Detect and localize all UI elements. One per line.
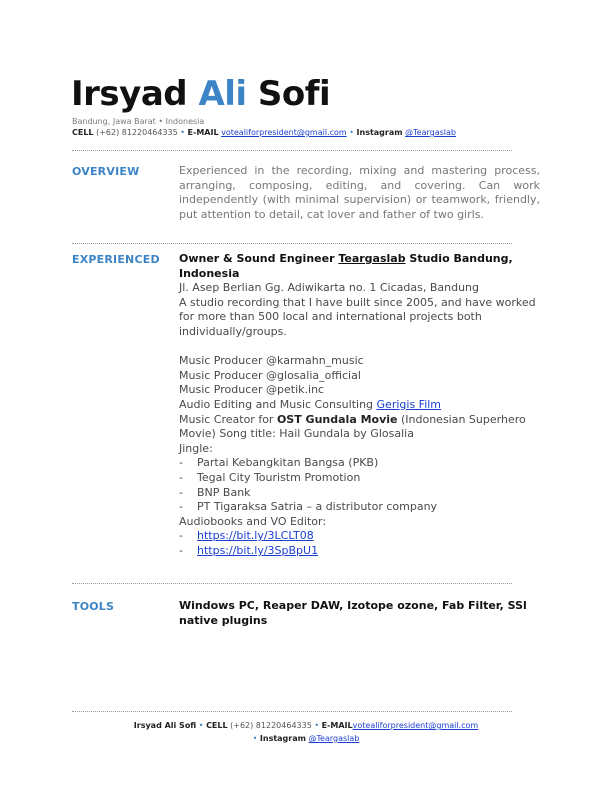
section-divider xyxy=(72,243,512,244)
experienced-title: EXPERIENCED xyxy=(72,253,160,266)
footer xyxy=(72,719,540,745)
job-heading: Owner & Sound Engineer Teargaslab Studio Bandung, Indonesia xyxy=(179,252,513,280)
producer-item: Music Producer @karmahn_music xyxy=(179,354,364,368)
list-item: - https://bit.ly/3LCLT08 xyxy=(179,529,314,543)
experienced-content xyxy=(179,252,540,558)
tools-text: Windows PC, Reaper DAW, Izotope ozone, Fab Filter, SSl native plugins xyxy=(179,599,527,627)
audiobook-link[interactable]: https://bit.ly/3LCLT08 xyxy=(197,529,314,543)
footer-email-link[interactable]: votealiforpresident@gmail.com xyxy=(352,721,479,730)
separator-dot: • xyxy=(314,721,320,730)
middle-name: Ali xyxy=(198,74,247,114)
consulting-line: Audio Editing and Music Consulting Gerigis Film xyxy=(179,397,442,411)
list-item: - https://bit.ly/3SpBpU1 xyxy=(179,543,319,557)
footer-cell-value: (+62) 81220464335 xyxy=(230,721,312,730)
separator-dot: • xyxy=(252,734,258,743)
location: Bandung, Jawa Barat • Indonesia xyxy=(72,117,205,126)
producer-item: Music Producer @glosalia_official xyxy=(179,368,361,382)
studio-address: Jl. Asep Berlian Gg. Adiwikarta no. 1 Cicadas, Bandung xyxy=(179,281,480,295)
contact-line xyxy=(72,128,456,138)
last-name: Sofi xyxy=(257,74,331,114)
footer-instagram-label: Instagram xyxy=(259,734,306,743)
list-item: - BNP Bank xyxy=(179,485,251,499)
first-name: Irsyad xyxy=(71,74,188,114)
footer-instagram-link[interactable]: @Teargaslab xyxy=(308,734,360,743)
footer-line-2 xyxy=(72,732,540,745)
overview-text: Experienced in the recording, mixing and mastering process, arranging, composing, editing, and covering. Can work independently (with minimal supervision) or teamwork, friendly, put attention to detail, cat lover and father of two girls. xyxy=(179,164,540,221)
music-creator-line: Music Creator for OST Gundala Movie (Indonesian Superhero Movie) Song title: Hail Gundala by Glosalia xyxy=(179,412,526,441)
section-divider xyxy=(72,711,512,712)
movie-title: OST Gundala Movie xyxy=(276,412,398,426)
email-link[interactable]: votealiforpresident@gmail.com xyxy=(221,128,347,137)
overview-title: OVERVIEW xyxy=(72,165,140,178)
studio-name: Teargaslab xyxy=(338,252,406,265)
section-divider xyxy=(72,583,512,584)
cell-label: CELL xyxy=(72,128,94,137)
section-divider xyxy=(72,150,512,151)
spacer xyxy=(179,340,540,355)
list-item: - Partai Kebangkitan Bangsa (PKB) xyxy=(179,456,379,470)
studio-description: A studio recording that I have built since 2005, and have worked for more than 500 local and international projects both individually/groups. xyxy=(179,295,536,338)
audiobooks-label: Audiobooks and VO Editor: xyxy=(179,514,327,528)
separator-dot: • xyxy=(180,128,185,137)
instagram-link[interactable]: @Teargaslab xyxy=(405,128,456,137)
jingle-label: Jingle: xyxy=(179,441,213,455)
cell-value: (+62) 81220464335 xyxy=(96,128,178,137)
email-label: E-MAIL xyxy=(187,128,219,137)
page-title xyxy=(71,74,330,114)
tools-title: TOOLS xyxy=(72,600,115,613)
instagram-label: Instagram xyxy=(356,128,403,137)
list-item: - Tegal City Touristm Promotion xyxy=(179,470,361,484)
separator-dot: • xyxy=(349,128,354,137)
separator-dot: • xyxy=(198,721,204,730)
gerigis-film-link[interactable]: Gerigis Film xyxy=(376,397,442,411)
producer-item: Music Producer @petik.inc xyxy=(179,383,325,397)
footer-email-label: E-MAIL xyxy=(321,721,353,730)
footer-cell-label: CELL xyxy=(206,721,228,730)
footer-line-1 xyxy=(72,719,540,732)
audiobook-link[interactable]: https://bit.ly/3SpBpU1 xyxy=(197,543,319,557)
footer-name: Irsyad Ali Sofi xyxy=(133,721,197,730)
list-item: - PT Tigaraksa Satria – a distributor company xyxy=(179,500,438,514)
